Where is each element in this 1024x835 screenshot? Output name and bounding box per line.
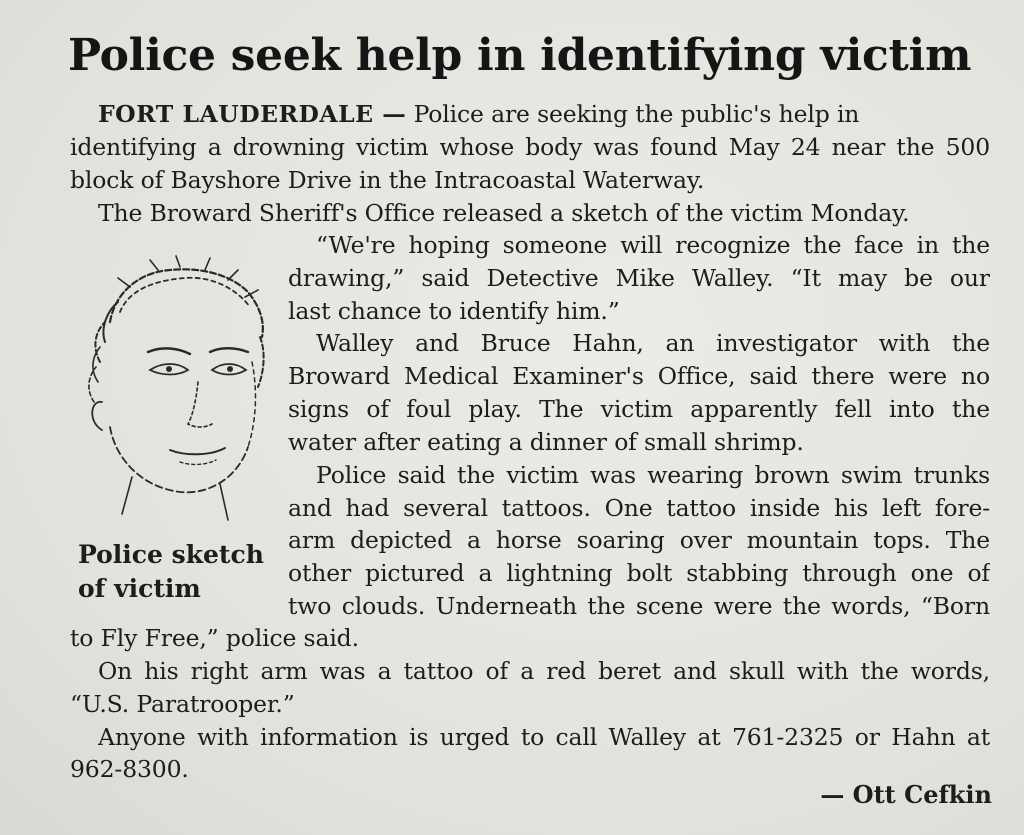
body-line: to Fly Free,” police said. — [70, 624, 359, 652]
lead-text: Police are seeking the public's help in — [413, 100, 860, 128]
body-line: Broward Medical Examiner's Office, said there were no — [288, 362, 990, 390]
body-line: On his right arm was a tattoo of a red beret and skull with the words, — [98, 657, 990, 685]
body-line: Police said the victim was wearing brown swim trunks — [316, 461, 990, 489]
body-line: The Broward Sheriff's Office released a sketch of the victim Monday. — [98, 199, 910, 227]
body-line: Walley and Bruce Hahn, an investigator with the — [316, 329, 990, 357]
body-line: water after eating a dinner of small shrimp. — [288, 428, 804, 456]
byline: — Ott Cefkin — [820, 780, 992, 809]
body-line: signs of foul play. The victim apparently fell into the — [288, 395, 990, 423]
police-sketch-image — [70, 252, 280, 532]
body-line: two clouds. Underneath the scene were the words, “Born — [288, 592, 990, 620]
caption-line-2: of victim — [78, 574, 201, 603]
body-line: Anyone with information is urged to call Walley at 761-2325 or Hahn at — [98, 723, 990, 751]
body-line: last chance to identify him.” — [288, 297, 620, 325]
body-line: 962-8300. — [70, 755, 189, 783]
body-line: identifying a drowning victim whose body was found May 24 near the 500 — [70, 133, 990, 161]
sketch-caption — [78, 538, 278, 606]
body-line: block of Bayshore Drive in the Intracoastal Waterway. — [70, 166, 705, 194]
body-line: and had several tattoos. One tattoo inside his left fore- — [288, 494, 990, 522]
dateline: FORT LAUDERDALE — — [98, 100, 407, 128]
headline: Police seek help in identifying victim — [68, 30, 972, 81]
lead-line-1 — [98, 98, 859, 130]
body-line: other pictured a lightning bolt stabbing through one of — [288, 559, 990, 587]
body-line: “We're hoping someone will recognize the face in the — [316, 231, 990, 259]
body-line: drawing,” said Detective Mike Walley. “It may be our — [288, 264, 990, 292]
caption-line-1: Police sketch — [78, 540, 264, 569]
body-line: arm depicted a horse soaring over mountain tops. The — [288, 526, 990, 554]
body-line: “U.S. Paratrooper.” — [70, 690, 295, 718]
